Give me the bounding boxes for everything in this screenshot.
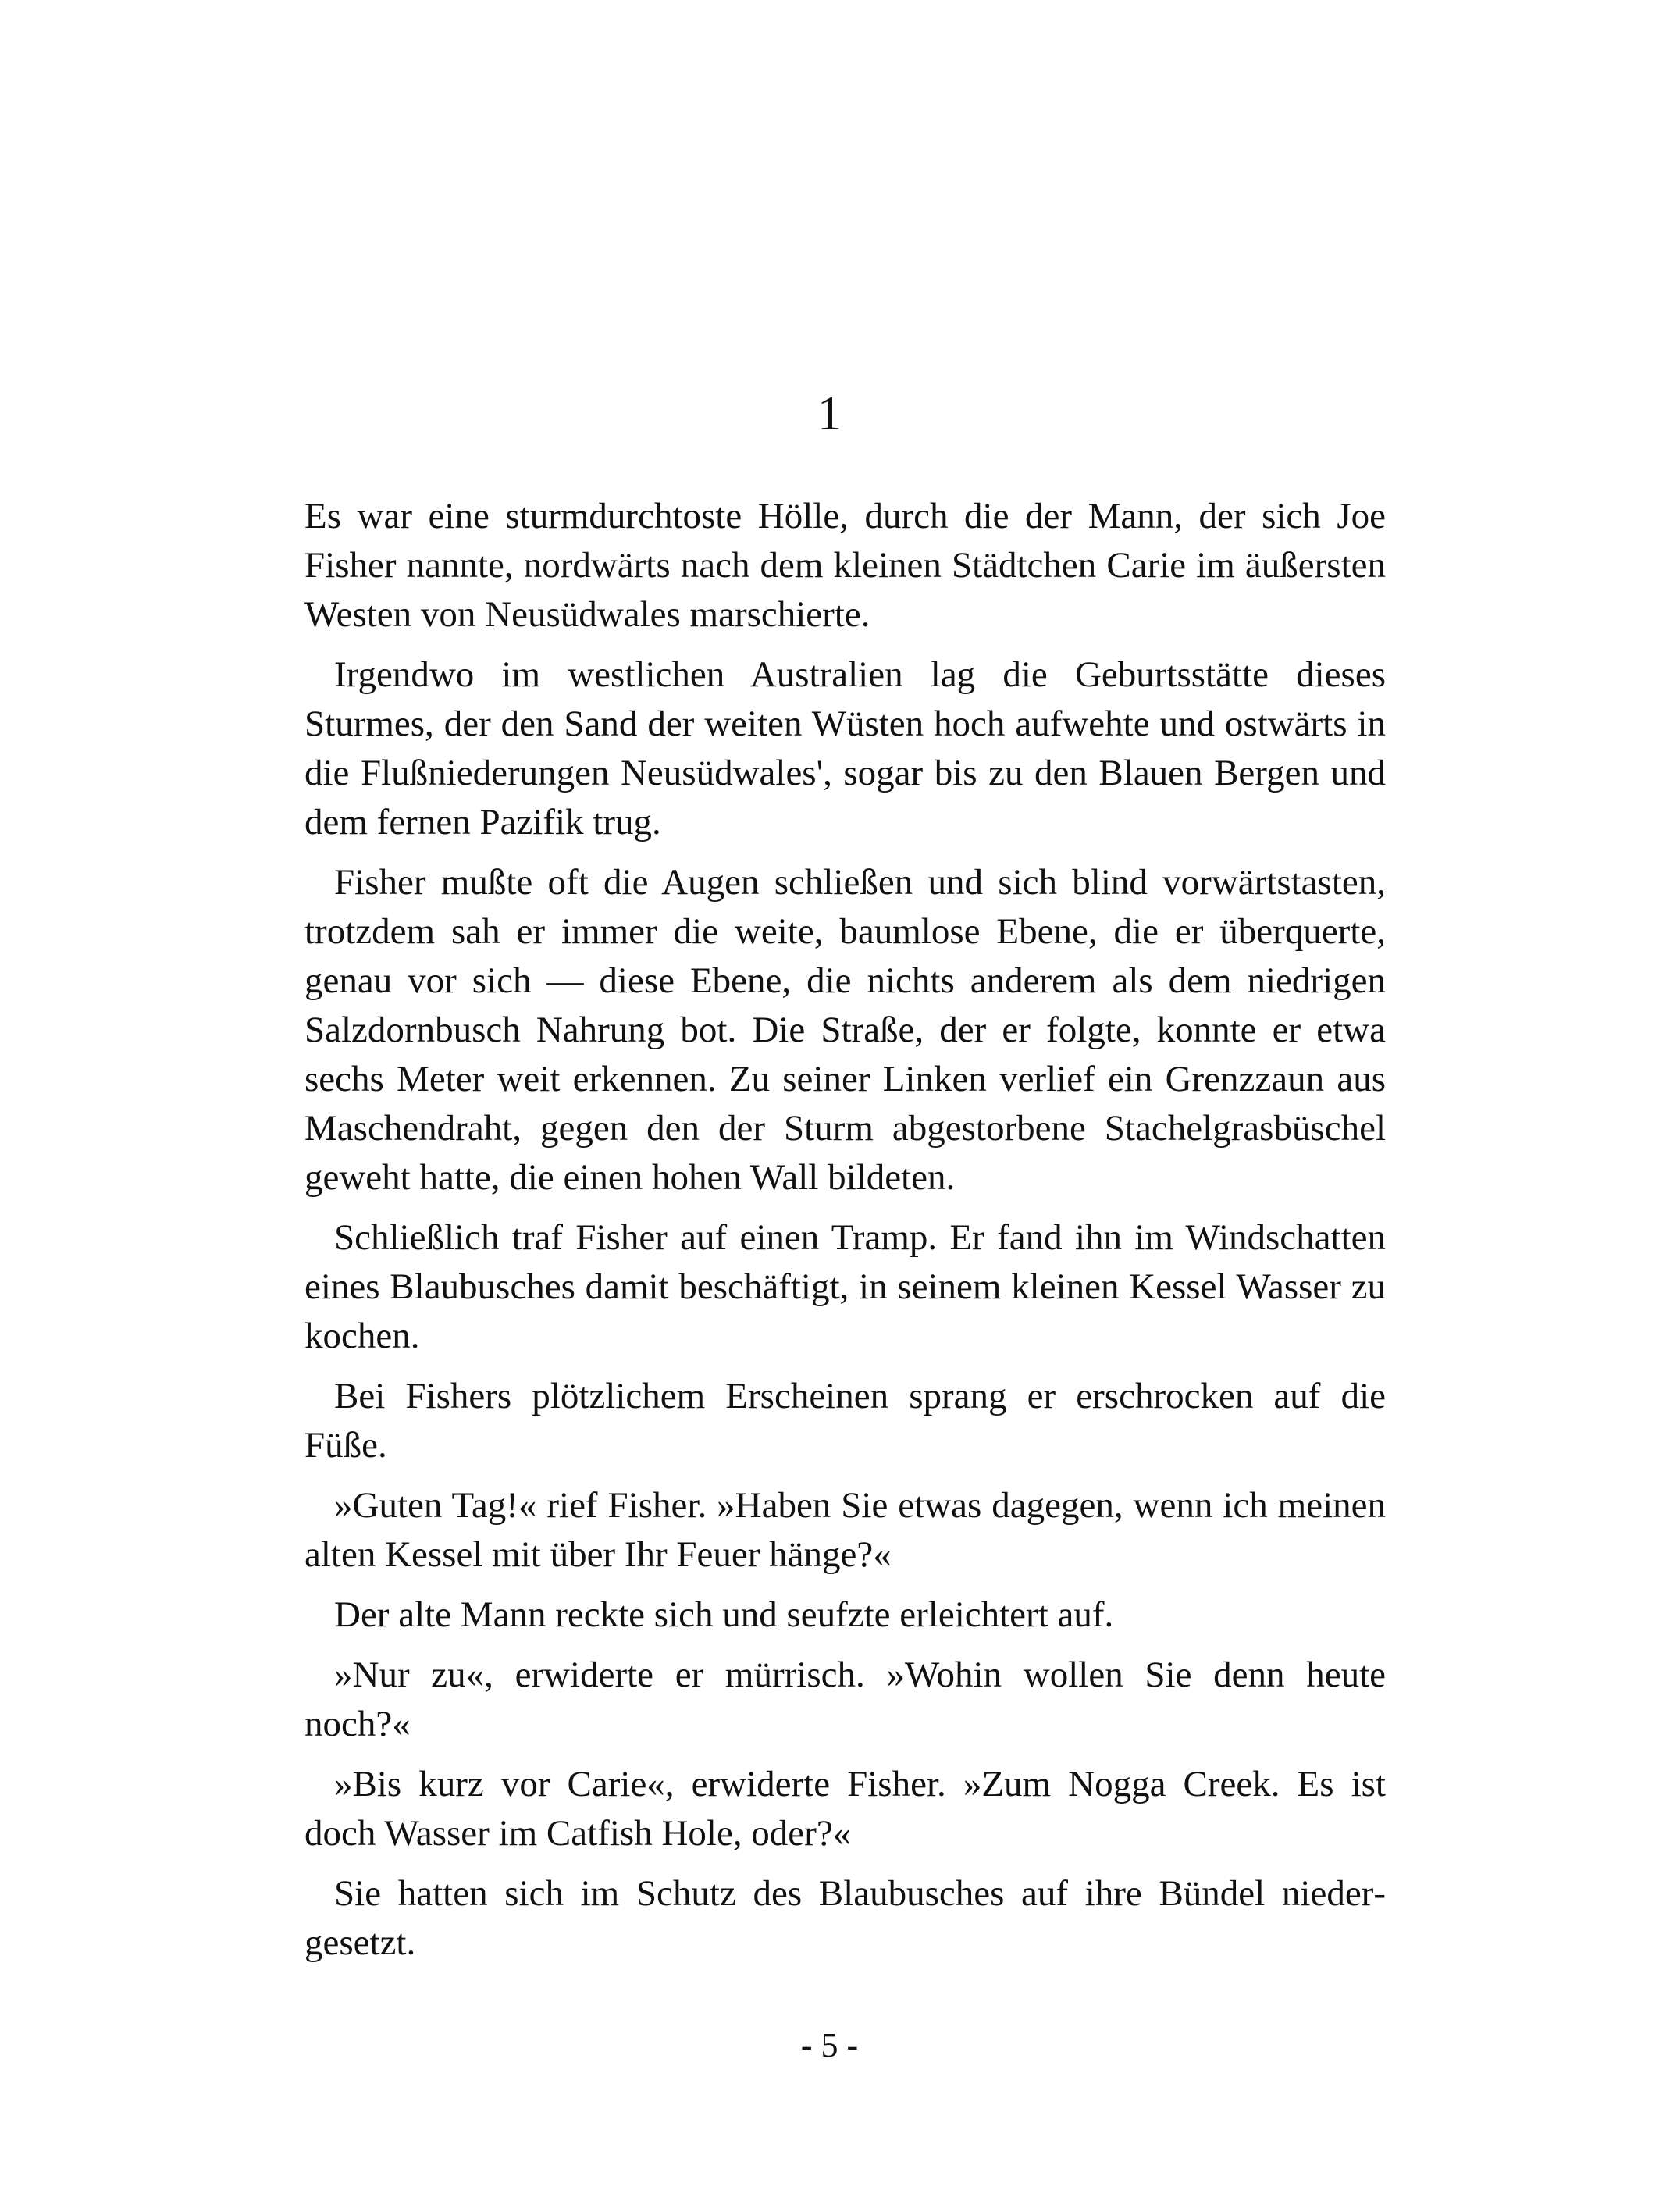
paragraph: »Bis kurz vor Carie«, erwiderte Fisher. »Zum Nogga Creek. Es ist doch Wasser im Catfish Hole, oder?« (304, 1764, 1386, 1854)
paragraph: »Guten Tag!« rief Fisher. »Haben Sie etwas dagegen, wenn ich meinen alten Kessel mit über Ihr Feuer hänge?« (304, 1485, 1386, 1575)
paragraph: »Nur zu«, erwiderte er mürrisch. »Wohin wollen Sie denn heute noch?« (304, 1655, 1386, 1744)
page-number: - 5 - (800, 2026, 859, 2064)
paragraph: Bei Fishers plötzlichem Erscheinen sprang er erschrocken auf die Füße. (304, 1376, 1386, 1466)
chapter-number: 1 (817, 387, 842, 440)
chapter-body (304, 492, 1386, 1979)
paragraph: Der alte Mann reckte sich und seufzte erleichtert auf. (334, 1594, 1114, 1635)
paragraph: Fisher mußte oft die Augen schließen und sich blind vorwärtstasten, trotzdem sah er immer die weite, baumlose Ebene, die er überquerte, genau vor sich — diese Ebene, die nichts anderem als dem niedrigen Salzdornbusch Nahrung bot. Die Straße, der er folgte, konnte er etwa sechs Meter weit erkennen. Zu seiner Linken verlief ein Grenzzaun aus Maschendraht, gegen den der Sturm abgestorbene Stachelgrasbüschel geweht hatte, die einen hohen Wall bildeten. (304, 862, 1386, 1198)
paragraph: Schließlich traf Fisher auf einen Tramp. Er fand ihn im Windschatten eines Blaubusches damit beschäftigt, in seinem kleinen Kessel Wasser zu kochen. (304, 1217, 1386, 1356)
paragraph: Es war eine sturmdurchtoste Hölle, durch die der Mann, der sich Joe Fisher nannte, nordwärts nach dem kleinen Städtchen Carie im äußersten Westen von Neusüdwales marschierte. (304, 496, 1386, 635)
paragraph: Sie hatten sich im Schutz des Blaubusches auf ihre Bündel niedergesetzt. (304, 1873, 1386, 1963)
paragraph: Irgendwo im westlichen Australien lag die Geburtsstätte dieses Sturmes, der den Sand der weiten Wüsten hoch aufwehte und ostwärts in die Flußniederungen Neusüdwales', sogar bis zu den Blauen Bergen und dem fernen Pazifik trug. (304, 654, 1386, 842)
